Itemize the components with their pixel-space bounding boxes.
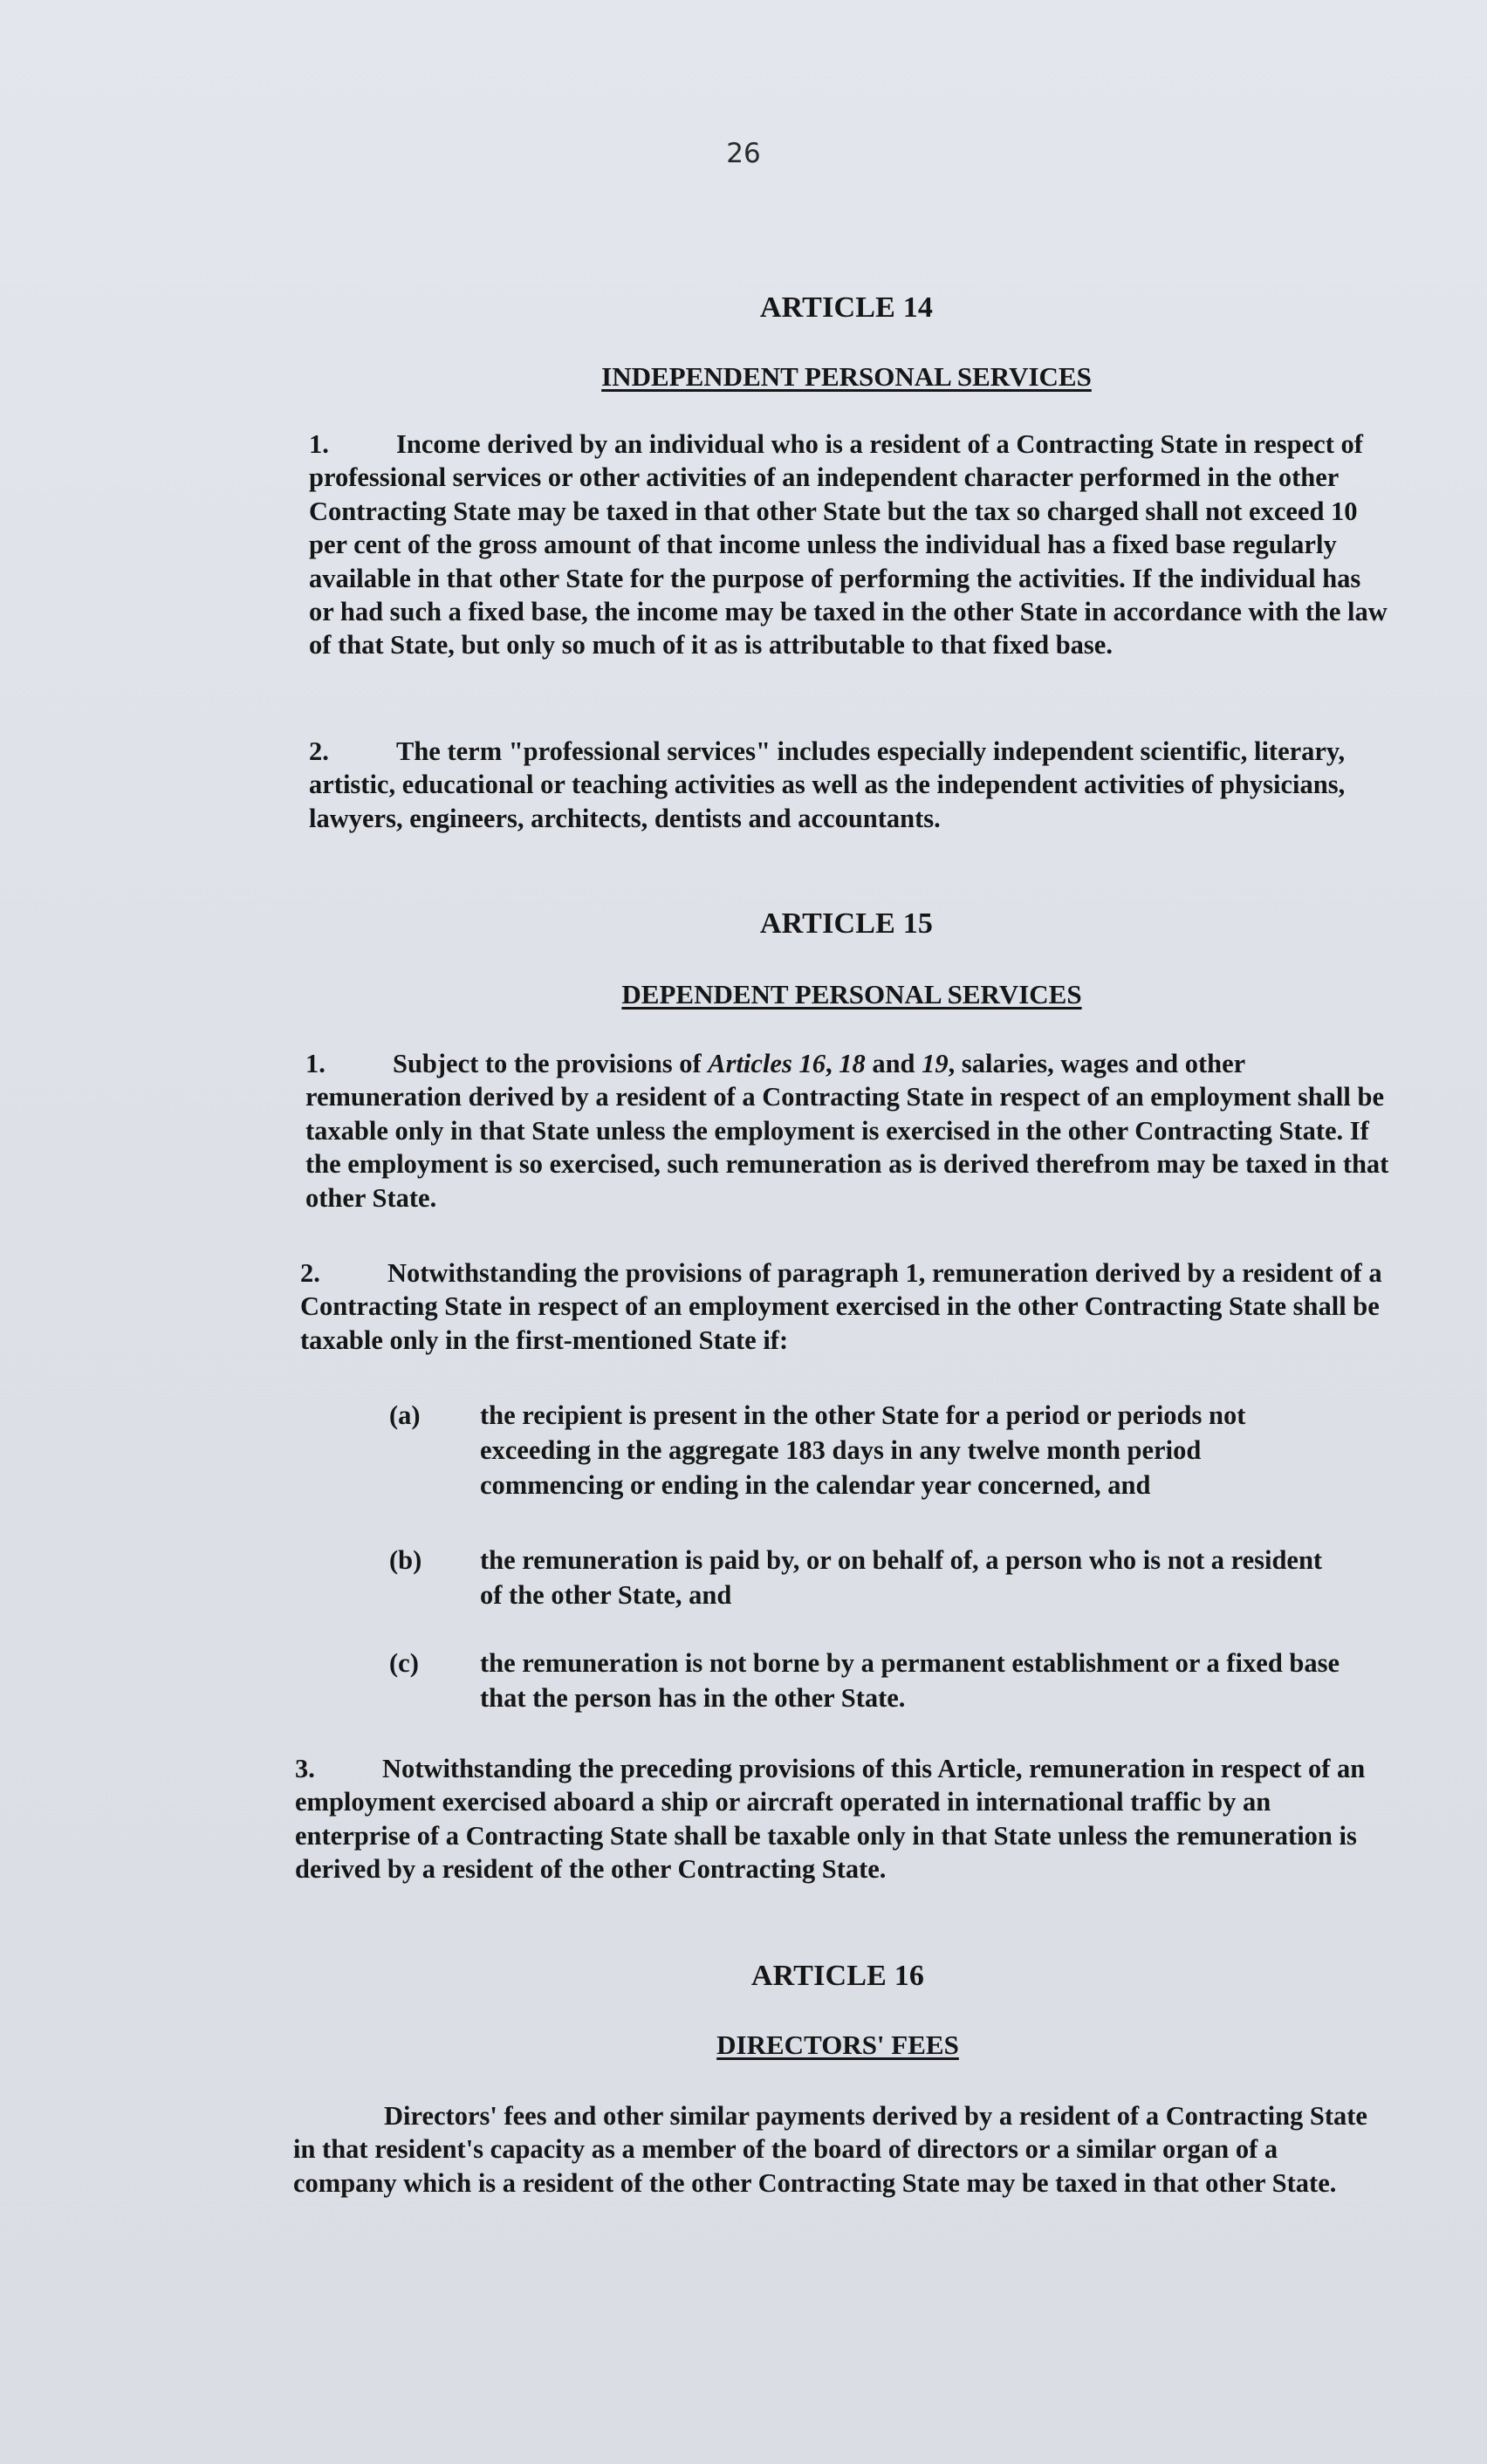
list-item: [389, 1398, 1375, 1502]
page-number: 26: [726, 138, 761, 169]
article-14-subtitle: INDEPENDENT PERSONAL SERVICES: [601, 361, 1092, 392]
list-item: [389, 1543, 1375, 1612]
paragraph-text-lead: Subject to the provisions of: [393, 1049, 709, 1078]
list-item-label: (b): [389, 1545, 422, 1575]
list-item: [389, 1646, 1375, 1715]
article-15-subtitle: DEPENDENT PERSONAL SERVICES: [621, 979, 1082, 1010]
paragraph-number: 3.: [295, 1754, 315, 1783]
paragraph-number: 1.: [309, 429, 329, 459]
article-reference: 18: [839, 1049, 866, 1078]
article-16-paragraph-1: [293, 2099, 1384, 2200]
list-item-text: the recipient is present in the other State for a period or periods not exceeding in the aggregate 183 days in any twelve month period commencing or ending in the calendar year concerned, and: [480, 1400, 1246, 1500]
list-item-label: (c): [389, 1648, 419, 1678]
list-item-label: (a): [389, 1400, 421, 1430]
paragraph-number: 1.: [305, 1049, 325, 1078]
article-reference: 19: [922, 1049, 949, 1078]
article-14-paragraph-2: [309, 735, 1391, 835]
article-15-title: ARTICLE 15: [759, 907, 934, 940]
paragraph-text: Income derived by an individual who is a resident of a Contracting State in respect of professional services or other activities of an independent character performed in the other Contracting State may be taxed in that other State but the tax so charged shall not exceed 10 per cent of the gross amount of that income unless the individual has a fixed base regularly available in that other State for the purpose of performing the activities. If the individual has or had such a fixed base, the income may be taxed in the other State in accordance with the law of that State, but only so much of it as is attributable to that fixed base.: [309, 429, 1388, 660]
article-15-paragraph-2: [300, 1256, 1382, 1357]
list-item-text: the remuneration is not borne by a permanent establishment or a fixed base that the person has in the other State.: [480, 1648, 1340, 1713]
article-15-paragraph-1: [305, 1047, 1394, 1215]
paragraph-text: Notwithstanding the provisions of paragraph 1, remuneration derived by a resident of a Contracting State in respect of an employment exercised in the other Contracting State shall be taxable only in the first-mentioned State if:: [300, 1258, 1382, 1355]
separator: ,: [825, 1049, 839, 1078]
article-16-title: ARTICLE 16: [750, 1960, 925, 1992]
paragraph-text: Notwithstanding the preceding provisions of this Article, remuneration in respect of an employment exercised aboard a ship or aircraft operated in international traffic by an enterprise of a Contracting State shall be taxable only in that State unless the remuneration is derived by a resident of the other Contracting State.: [295, 1754, 1366, 1885]
paragraph-number: 2.: [300, 1258, 320, 1288]
article-reference: Articles 16: [708, 1049, 826, 1078]
article-14-title: ARTICLE 14: [759, 291, 934, 324]
paragraph-text: , salaries, wages and other remuneration derived by a resident of a Contracting State in respect of an employment shall be taxable only in that State unless the employment is exercised in the other Contracting State. If the employment is so exercised, such remuneration as is derived therefrom may be taxed in that other State.: [305, 1049, 1389, 1213]
list-item-text: the remuneration is paid by, or on behalf of, a person who is not a resident of the other State, and: [480, 1545, 1323, 1610]
article-15-paragraph-3: [295, 1752, 1382, 1886]
paragraph-number: 2.: [309, 736, 329, 766]
paragraph-text: Directors' fees and other similar payments derived by a resident of a Contracting State in that resident's capacity as a member of the board of directors or a similar organ of a company which is a resident of the other Contracting State may be taxed in that other State.: [293, 2101, 1367, 2198]
separator: and: [865, 1049, 922, 1078]
paragraph-text: The term "professional services" includes especially independent scientific, literary, artistic, educational or teaching activities as well as the independent activities of physicians, lawyers, engineers, architects, dentists and accountants.: [309, 736, 1346, 833]
article-16-subtitle: DIRECTORS' FEES: [716, 2029, 959, 2060]
article-14-paragraph-1: [309, 428, 1391, 662]
